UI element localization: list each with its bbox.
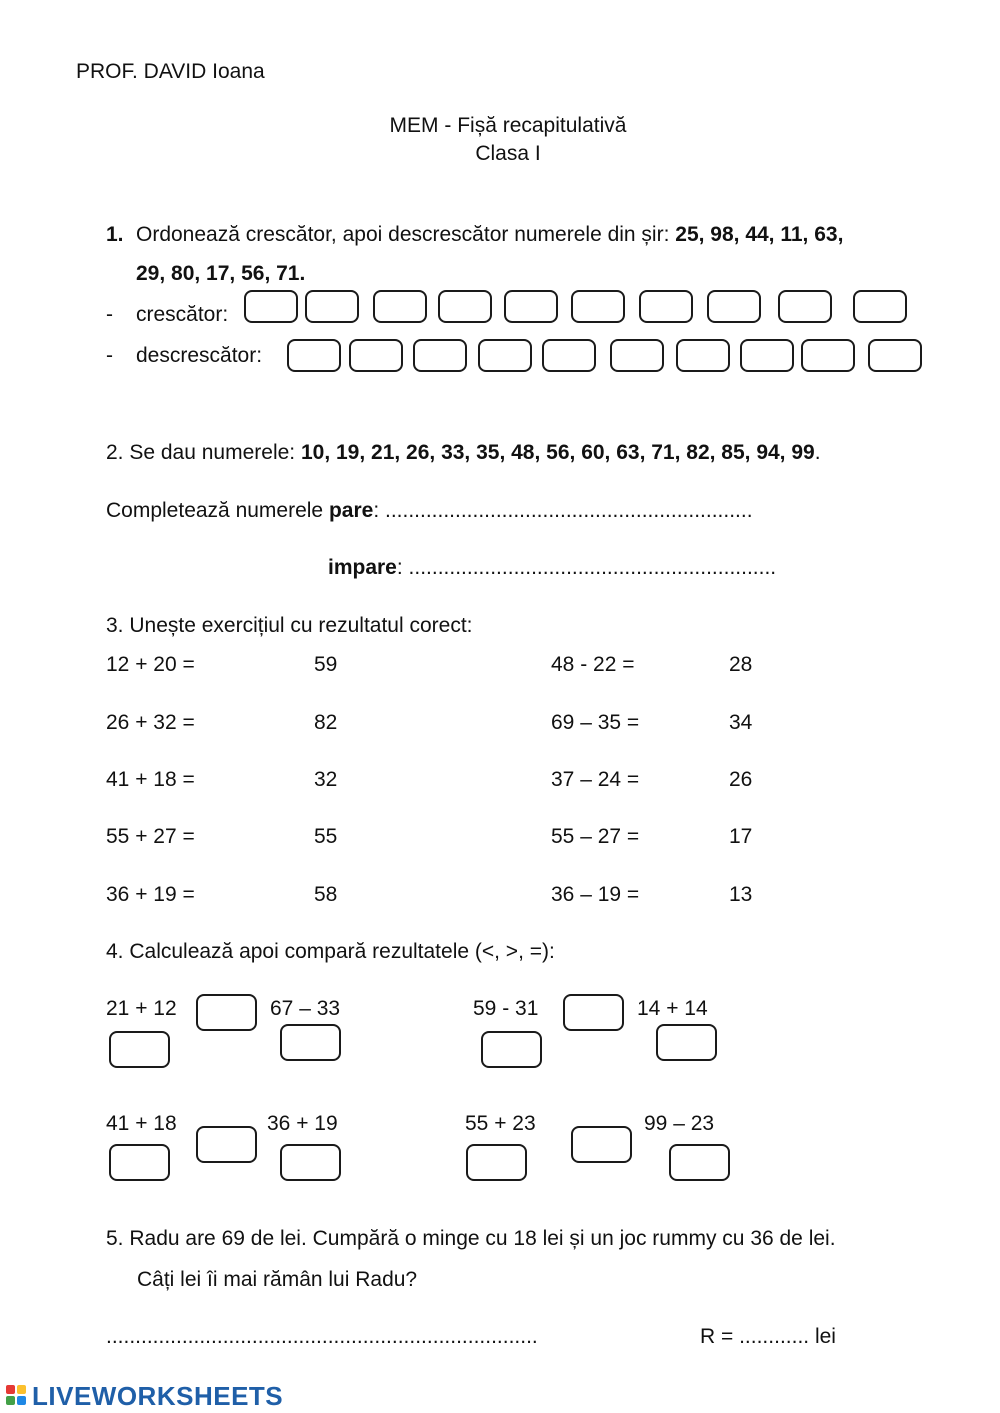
- ascending-box-6[interactable]: [571, 290, 625, 323]
- descending-box-3[interactable]: [413, 339, 467, 372]
- exercise-3-title: 3. Unește exercițiul cu rezultatul corect:: [106, 614, 473, 637]
- match-result-right-3[interactable]: 26: [729, 768, 753, 791]
- match-result-left-5[interactable]: 58: [314, 883, 338, 906]
- even-label: pare: [328, 499, 374, 522]
- descending-box-5[interactable]: [542, 339, 596, 372]
- exercise-4-title: 4. Calculează apoi compară rezultatele (<, >, =):: [106, 940, 555, 963]
- worksheet-title: MEM - Fișă recapitulativă: [389, 114, 627, 137]
- solution-answer-line[interactable]: ..........................................................................: [106, 1325, 538, 1348]
- descending-box-9[interactable]: [801, 339, 855, 372]
- even-answer-dots[interactable]: : ...............................................................: [373, 499, 753, 522]
- compare-left-expression: 21 + 12: [106, 997, 177, 1020]
- descending-box-8[interactable]: [740, 339, 794, 372]
- compare-sign-box[interactable]: [563, 994, 624, 1031]
- compare-left-expression: 41 + 18: [106, 1112, 177, 1135]
- match-exercise-left-2[interactable]: 26 + 32 =: [106, 711, 195, 734]
- match-exercise-left-5[interactable]: 36 + 19 =: [106, 883, 195, 906]
- match-exercise-left-1[interactable]: 12 + 20 =: [106, 653, 195, 676]
- match-exercise-left-3[interactable]: 41 + 18 =: [106, 768, 195, 791]
- exercise-1-numbers: 25, 98, 44, 11, 63,: [675, 223, 844, 246]
- left-result-box[interactable]: [109, 1031, 170, 1068]
- right-result-box[interactable]: [280, 1144, 341, 1181]
- match-exercise-right-2[interactable]: 69 – 35 =: [551, 711, 640, 734]
- right-result-box[interactable]: [656, 1024, 717, 1061]
- ascending-box-7[interactable]: [639, 290, 693, 323]
- exercise-1-numbers-continued: 29, 80, 17, 56, 71.: [136, 262, 306, 285]
- ascending-box-8[interactable]: [707, 290, 761, 323]
- author: PROF. DAVID Ioana: [76, 60, 265, 83]
- match-result-left-2[interactable]: 82: [314, 711, 338, 734]
- match-result-right-1[interactable]: 28: [729, 653, 753, 676]
- compare-right-expression: 14 + 14: [637, 997, 708, 1020]
- ascending-box-1[interactable]: [244, 290, 298, 323]
- match-result-left-3[interactable]: 32: [314, 768, 338, 791]
- even-numbers-line[interactable]: Completează numerele pare: ...............................................................: [106, 499, 753, 522]
- match-exercise-left-4[interactable]: 55 + 27 =: [106, 825, 195, 848]
- left-result-box[interactable]: [481, 1031, 542, 1068]
- ascending-box-9[interactable]: [778, 290, 832, 323]
- odd-numbers-line[interactable]: [328, 557, 776, 578]
- ascending-box-10[interactable]: [853, 290, 907, 323]
- bullet-dash: -: [106, 303, 113, 326]
- descending-box-1[interactable]: [287, 339, 341, 372]
- left-result-box[interactable]: [466, 1144, 527, 1181]
- exercise-1-number: 1.: [106, 223, 124, 246]
- result-answer-line[interactable]: R = ............ lei: [700, 1325, 836, 1348]
- match-exercise-right-5[interactable]: 36 – 19 =: [551, 883, 640, 906]
- ascending-box-5[interactable]: [504, 290, 558, 323]
- ascending-box-3[interactable]: [373, 290, 427, 323]
- compare-left-expression: 59 - 31: [473, 997, 539, 1020]
- exercise-1-text: Ordonează crescător, apoi descrescător numerele din șir: 25, 98, 44, 11, 63,: [136, 223, 844, 246]
- exercise-5-text: 5. Radu are 69 de lei. Cumpără o minge cu 18 lei și un joc rummy cu 36 de lei.: [106, 1227, 836, 1250]
- ascending-box-2[interactable]: [305, 290, 359, 323]
- match-exercise-right-1[interactable]: 48 - 22 =: [551, 653, 635, 676]
- match-exercise-right-4[interactable]: 55 – 27 =: [551, 825, 640, 848]
- match-result-left-1[interactable]: 59: [314, 653, 338, 676]
- compare-right-expression: 67 – 33: [270, 997, 341, 1020]
- ascending-box-4[interactable]: [438, 290, 492, 323]
- compare-left-expression: 55 + 23: [465, 1112, 536, 1135]
- worksheet-subtitle: Clasa I: [475, 142, 541, 165]
- exercise-2-numbers: 10, 19, 21, 26, 33, 35, 48, 56, 60, 63, 71, 82, 85, 94, 99: [300, 441, 815, 464]
- odd-answer-dots[interactable]: : ...............................................................: [396, 556, 777, 579]
- descending-box-10[interactable]: [868, 339, 922, 372]
- right-result-box[interactable]: [669, 1144, 730, 1181]
- logo-squares-icon: [6, 1385, 28, 1407]
- liveworksheets-logo: [6, 1380, 284, 1411]
- match-exercise-right-3[interactable]: 37 – 24 =: [551, 768, 640, 791]
- exercise-5-question: Câți lei îi mai rămân lui Radu?: [137, 1268, 418, 1291]
- compare-sign-box[interactable]: [571, 1126, 632, 1163]
- exercise-2-text: 2. Se dau numerele: 10, 19, 21, 26, 33, 35, 48, 56, 60, 63, 71, 82, 85, 94, 99.: [106, 441, 821, 464]
- bullet-dash: -: [106, 344, 113, 367]
- ascending-label: crescător:: [136, 303, 229, 326]
- descending-box-4[interactable]: [478, 339, 532, 372]
- match-result-right-2[interactable]: 34: [729, 711, 753, 734]
- left-result-box[interactable]: [109, 1144, 170, 1181]
- compare-right-expression: 36 + 19: [267, 1112, 338, 1135]
- compare-right-expression: 99 – 23: [644, 1112, 715, 1135]
- descending-label: descrescător:: [136, 344, 263, 367]
- descending-box-6[interactable]: [610, 339, 664, 372]
- odd-label: impare: [328, 556, 397, 579]
- logo-text: LIVEWORKSHEETS: [32, 1380, 284, 1411]
- descending-box-2[interactable]: [349, 339, 403, 372]
- match-result-left-4[interactable]: 55: [314, 825, 338, 848]
- match-result-right-4[interactable]: 17: [729, 825, 753, 848]
- right-result-box[interactable]: [280, 1024, 341, 1061]
- match-result-right-5[interactable]: 13: [729, 883, 753, 906]
- compare-sign-box[interactable]: [196, 994, 257, 1031]
- compare-sign-box[interactable]: [196, 1126, 257, 1163]
- descending-box-7[interactable]: [676, 339, 730, 372]
